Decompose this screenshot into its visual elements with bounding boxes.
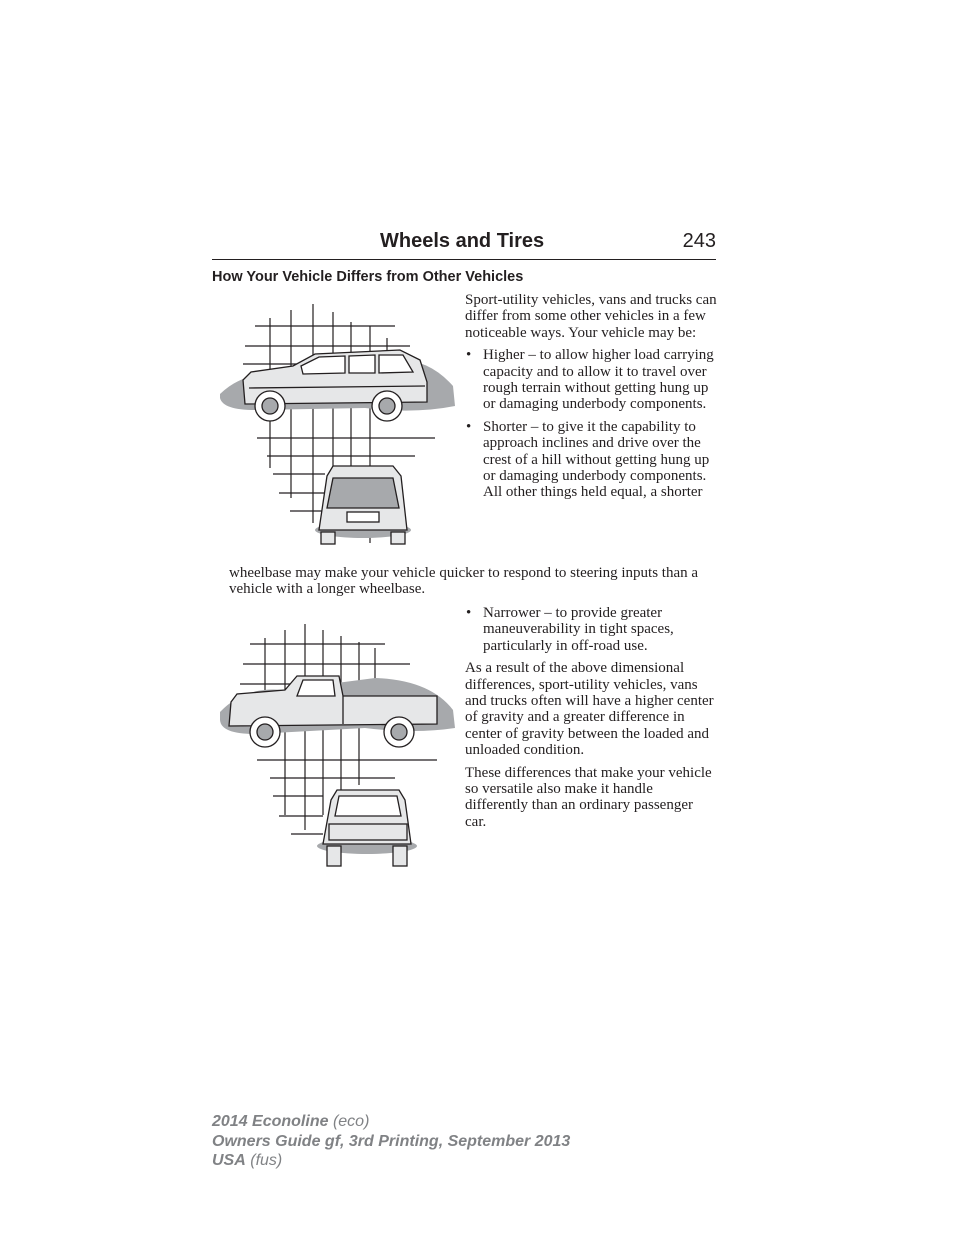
right-column-1 — [465, 292, 717, 507]
right-column-2 — [465, 605, 717, 836]
bullet-text: Higher – to allow higher load carrying capacity and to allow it to travel over rough terrain without getting hung up or damaging underbody components. — [483, 347, 714, 413]
page-number: 243 — [682, 230, 716, 252]
bullet-dot: • — [466, 418, 472, 435]
paragraph-handling: These differences that make your vehicle so versatile also make it handle differently than an ordinary passenger car. — [465, 764, 712, 830]
header-rule — [212, 259, 716, 260]
footer-line-3 — [212, 1151, 570, 1171]
bullet-narrower — [465, 605, 717, 654]
bullet-higher — [465, 347, 717, 413]
footer-market-code: (fus) — [250, 1152, 283, 1169]
bullet-dot: • — [466, 605, 472, 621]
bullet-continuation: wheelbase may make your vehicle quicker to respond to steering inputs than a vehicle with a longer wheelbase. — [229, 565, 699, 598]
intro-paragraph: Sport-utility vehicles, vans and trucks can differ from some other vehicles in a few noticeable ways. Your vehicle may be: — [465, 292, 717, 341]
footer-model: 2014 Econoline — [212, 1113, 329, 1130]
suv-side-and-rear-illustration — [215, 298, 460, 550]
footer — [212, 1112, 570, 1171]
bullet-text: Shorter – to give it the capability to approach inclines and drive over the crest of a hill without getting hung up or damaging underbody components. All other things held equal, a shorter — [483, 418, 710, 501]
paragraph-center-of-gravity: As a result of the above dimensional differences, sport-utility vehicles, vans and trucks often will have a higher center of gravity and a greater difference in center of gravity between the loaded and unloaded condition. — [465, 660, 714, 759]
footer-line-1 — [212, 1112, 570, 1132]
footer-edition: Owners Guide gf, 3rd Printing, September 2013 — [212, 1132, 571, 1150]
header-title: Wheels and Tires — [380, 230, 545, 252]
bullet-text: Narrower – to provide greater maneuverability in tight spaces, particularly in off-road use. — [483, 605, 674, 654]
footer-model-code: (eco) — [332, 1113, 370, 1130]
footer-line-2 — [212, 1132, 570, 1152]
bullet-shorter — [465, 419, 717, 501]
pickup-side-and-rear-illustration — [215, 620, 460, 870]
footer-market: USA — [212, 1152, 246, 1169]
bullet-dot: • — [466, 347, 472, 364]
section-heading: How Your Vehicle Differs from Other Vehicles — [212, 269, 524, 285]
